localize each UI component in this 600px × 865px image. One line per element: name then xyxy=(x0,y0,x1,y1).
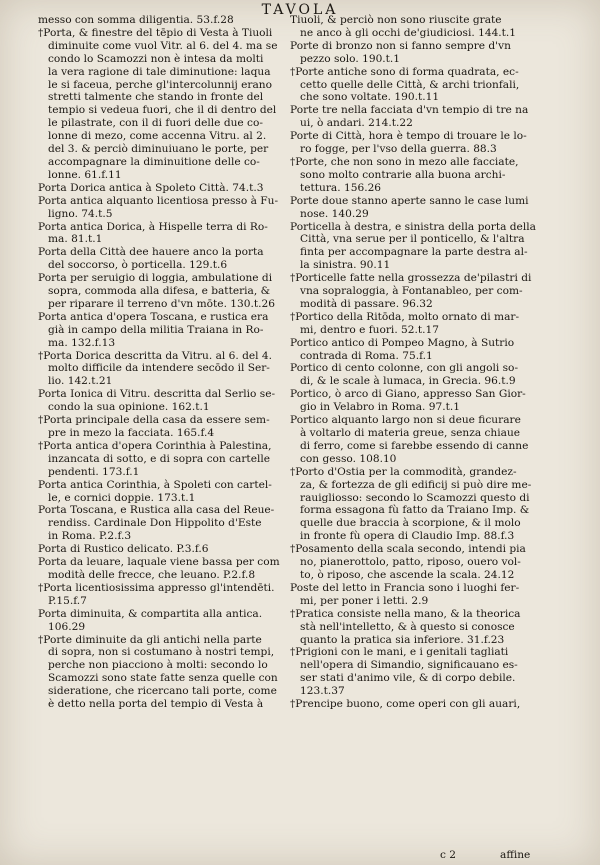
index-entry xyxy=(290,362,558,388)
index-entry-line: 123.t.37 xyxy=(300,685,345,698)
index-entry-line: †Porta principale della casa da essere sem- xyxy=(38,414,270,427)
index-entry xyxy=(38,414,294,440)
index-entry-line: Porta Toscana, e Rustica alla casa del Reue- xyxy=(38,504,275,517)
index-entry-line: Porta diminuita, & compartita alla antica. xyxy=(38,607,263,620)
index-entry-line: sideratione, che ricercano tali porte, come xyxy=(48,685,277,698)
index-entry-line: già in campo della militia Traiana in Ro- xyxy=(48,323,264,336)
index-entry xyxy=(290,543,558,582)
index-entry-line: †Prencipe buono, come operi con gli auari, xyxy=(290,698,521,711)
index-entry-line: quanto la pratica sia inferiore. 31.f.23 xyxy=(300,633,505,646)
index-entry-line: ui, ò andari. 214.t.22 xyxy=(300,117,413,130)
index-entry-line: Porta della Città dee hauere anco la porta xyxy=(38,246,264,259)
index-entry xyxy=(290,195,558,221)
index-entry xyxy=(290,337,558,363)
index-entry-line: Porte di Città, hora è tempo di trouare le lo- xyxy=(290,130,527,143)
index-entry-line: rauigliosso: secondo lo Scamozzi questo di xyxy=(300,491,530,504)
index-entry xyxy=(290,608,558,647)
index-entry-line: perche non piacciono à molti: secondo lo xyxy=(48,659,268,672)
index-entry xyxy=(290,414,558,466)
index-entry-line: tettura. 156.26 xyxy=(300,181,382,194)
index-column-left xyxy=(38,14,294,711)
index-entry-line: lonne di mezo, come accenna Vitru. al 2. xyxy=(48,130,267,143)
index-entry-line: contrada di Roma. 75.f.1 xyxy=(300,349,433,362)
index-entry-line: nell'opera di Simandio, significauano es- xyxy=(300,659,518,672)
index-entry xyxy=(38,246,294,272)
index-entry xyxy=(38,556,294,582)
index-entry-line: †Porta, & finestre del tēpio di Vesta à Tiuoli xyxy=(38,26,273,39)
index-entry-line: finta per accompagnare la parte destra al- xyxy=(300,246,528,259)
index-entry-line: inzancata di sotto, e di sopra con cartelle xyxy=(48,452,271,465)
catchword: affine xyxy=(500,849,531,861)
index-entry-line: forma essagona fù fatto da Traiano Imp. & xyxy=(300,504,530,517)
index-entry-line: †Porte antiche sono di forma quadrata, ec- xyxy=(290,65,519,78)
index-entry-line: sopra, commoda alla difesa, e batteria, & xyxy=(48,285,271,298)
index-entry xyxy=(38,608,294,634)
index-entry-line: pre in mezo la facciata. 165.f.4 xyxy=(48,427,215,439)
index-entry-line: Porta antica d'opera Toscana, e rustica era xyxy=(38,310,269,323)
signature-mark: c 2 xyxy=(440,849,457,861)
index-entry-line: Porte tre nella facciata d'vn tempio di tre na xyxy=(290,104,529,117)
index-entry xyxy=(290,104,558,130)
index-entry-line: le, e cornici doppie. 173.t.1 xyxy=(48,491,196,504)
index-entry-line: lonne. 61.f.11 xyxy=(48,168,122,181)
index-entry-line: ma. 81.t.1 xyxy=(48,233,103,246)
index-entry-line: messo con somma diligentia. 53.f.28 xyxy=(38,14,234,26)
index-entry-line: del soccorso, ò porticella. 129.t.6 xyxy=(48,259,228,272)
index-entry-line: 106.29 xyxy=(48,620,86,633)
index-entry-line: †Porta licentiosissima appresso gl'intendēti. xyxy=(38,581,275,594)
index-entry-line: nose. 140.29 xyxy=(300,207,369,220)
index-entry xyxy=(290,582,558,608)
index-entry-line: condo la sua opinione. 162.t.1 xyxy=(48,401,210,414)
index-entry-line: no, pianerottolo, patto, riposo, ouero vol- xyxy=(300,556,521,569)
index-entry-line: cetto quelle delle Città, & archi trionfali, xyxy=(300,78,520,91)
index-entry-line: Portico alquanto largo non si deue ficurare xyxy=(290,414,521,427)
index-entry-line: †Porto d'Ostia per la commodità, grandez- xyxy=(290,465,517,478)
index-entry-line: Tiuoli, & perciò non sono riuscite grate xyxy=(290,14,502,26)
index-entry-line: la sinistra. 90.11 xyxy=(300,259,391,272)
index-entry-line: Città, vna serue per il ponticello, & l'altra xyxy=(300,233,525,246)
index-entry-line: quelle due braccia à scorpione, & il molo xyxy=(300,517,521,530)
index-entry-line: Porta di Rustico delicato. P.3.f.6 xyxy=(38,543,209,556)
index-entry-line: mi, per poner i letti. 2.9 xyxy=(300,594,429,607)
index-entry-line: con gesso. 108.10 xyxy=(300,452,397,465)
index-entry xyxy=(38,479,294,505)
index-entry-line: Porta antica Corinthia, à Spoleti con cartel- xyxy=(38,478,272,491)
index-entry-line: molto difficile da intendere secōdo il Ser- xyxy=(48,362,270,375)
index-entry-line: è detto nella porta del tempio di Vesta à xyxy=(48,698,264,711)
index-entry-line: stà nell'intelletto, & à questo si conosce xyxy=(300,620,515,633)
index-entry-line: Porta Dorica antica à Spoleto Città. 74.t.3 xyxy=(38,181,264,194)
index-entry-line: ligno. 74.t.5 xyxy=(48,207,113,220)
index-entry-line: che sono voltate. 190.t.11 xyxy=(300,91,440,104)
index-entry-line: per riparare il terreno d'vn mōte. 130.t.26 xyxy=(48,297,275,310)
index-entry-line: Porta antica alquanto licentiosa presso à Fu- xyxy=(38,194,279,207)
index-entry xyxy=(38,582,294,608)
index-entry-line: del 3. & perciò diminuiuano le porte, per xyxy=(48,143,269,156)
index-entry-line: ro fogge, per l'vso della guerra. 88.3 xyxy=(300,143,497,156)
index-entry-line: Porta Ionica di Vitru. descritta dal Serlio se- xyxy=(38,388,276,401)
index-entry xyxy=(38,388,294,414)
index-entry-line: Porta per seruigio di loggia, ambulatione di xyxy=(38,272,273,285)
index-entry-line: tempio si vedeua fuori, che il di dentro del xyxy=(48,104,277,117)
index-entry-line: lio. 142.t.21 xyxy=(48,375,113,388)
index-entry-line: condo lo Scamozzi non è intesa da molti xyxy=(48,52,264,65)
index-entry-line: modità delle frecce, che leuano. P.2.f.8 xyxy=(48,568,256,581)
index-entry-line: Poste del letto in Francia sono i luoghi fer- xyxy=(290,581,520,594)
index-entry-line: †Pratica consiste nella mano, & la theorica xyxy=(290,607,521,620)
index-entry-line: le si faceua, perche gl'intercolunnij erano xyxy=(48,78,272,91)
index-entry-line: in Roma. P.2.f.3 xyxy=(48,530,132,543)
index-entry-line: †Porticelle fatte nella grossezza de'pilastri di xyxy=(290,272,532,285)
index-entry-line: ser stati d'animo vile, & di corpo debile. xyxy=(300,672,516,685)
index-entry-line: †Porta antica d'opera Corinthia à Palestina, xyxy=(38,439,272,452)
index-entry-line: Porte di bronzo non si fanno sempre d'vn xyxy=(290,39,511,52)
index-column-right xyxy=(290,14,558,711)
index-entry-line: Portico, ò arco di Giano, appresso San Gior- xyxy=(290,388,526,401)
index-entry xyxy=(38,311,294,350)
index-entry-line: diminuite come vuol Vitr. al 6. del 4. ma se xyxy=(48,39,278,52)
index-entry-line: pezzo solo. 190.t.1 xyxy=(300,52,401,65)
index-entry-line: vna sopraloggia, à Fontanableo, per com- xyxy=(300,285,523,298)
index-entry xyxy=(38,182,294,195)
index-entry-line: P.15.f.7 xyxy=(48,594,87,607)
index-entry xyxy=(290,14,558,40)
index-entry xyxy=(290,466,558,543)
index-entry-line: ne anco à gli occhi de'giudiciosi. 144.t.1 xyxy=(300,26,517,39)
index-entry xyxy=(38,350,294,389)
index-entry-line: modità di passare. 96.32 xyxy=(300,297,433,310)
index-entry-line: di ferro, come si farebbe essendo di canne xyxy=(300,439,529,452)
index-entry-line: stretti talmente che stando in fronte del xyxy=(48,91,264,104)
index-entry xyxy=(38,272,294,311)
index-entry xyxy=(290,66,558,105)
index-entry xyxy=(38,634,294,711)
index-entry-line: di sopra, non si costumano à nostri tempi, xyxy=(48,646,275,659)
index-entry-line: †Posamento della scala secondo, intendi pia xyxy=(290,543,526,556)
index-entry xyxy=(290,40,558,66)
index-entry xyxy=(38,221,294,247)
index-entry-line: rendiss. Cardinale Don Hippolito d'Este xyxy=(48,517,262,530)
index-entry-line: gio in Velabro in Roma. 97.t.1 xyxy=(300,401,460,414)
index-entry xyxy=(38,440,294,479)
index-entry xyxy=(290,130,558,156)
index-entry xyxy=(38,14,294,27)
index-entry xyxy=(290,698,558,711)
index-entry-line: Porta da leuare, laquale viene bassa per com xyxy=(38,556,280,569)
index-entry-line: †Porte, che non sono in mezo alle facciate, xyxy=(290,155,519,168)
index-entry-line: sono molto contrarie alla buona archi- xyxy=(300,168,506,181)
index-entry xyxy=(290,156,558,195)
index-entry xyxy=(38,27,294,182)
index-entry-line: Porte doue stanno aperte sanno le case lumi xyxy=(290,194,529,207)
index-entry-line: in fronte fù opera di Claudio Imp. 88.f.3 xyxy=(300,530,515,543)
index-entry xyxy=(290,646,558,698)
index-entry-line: ma. 132.f.13 xyxy=(48,336,116,349)
index-entry-line: Portico antico di Pompeo Magno, à Sutrio xyxy=(290,336,515,349)
index-entry-line: la vera ragione di tale diminutione: laqua xyxy=(48,65,271,78)
index-entry-line: Scamozzi sono state fatte senza quelle con xyxy=(48,672,278,685)
index-entry xyxy=(290,311,558,337)
index-entry xyxy=(290,221,558,273)
index-entry-line: Porticella à destra, e sinistra della porta della xyxy=(290,220,536,233)
index-entry-line: †Porte diminuite da gli antichi nella parte xyxy=(38,633,262,646)
index-entry-line: pendenti. 173.f.1 xyxy=(48,465,140,478)
index-entry-line: mi, dentro e fuori. 52.t.17 xyxy=(300,323,440,336)
index-entry-line: za, & fortezza de gli edificij si può dire me- xyxy=(300,478,532,491)
index-entry-line: di, & le scale à lumaca, in Grecia. 96.t.9 xyxy=(300,375,516,388)
index-entry-line: to, ò riposo, che ascende la scala. 24.12 xyxy=(300,568,515,581)
page-title: TAVOLA xyxy=(261,2,339,18)
index-entry xyxy=(290,272,558,311)
index-entry-line: accompagnare la diminuitione delle co- xyxy=(48,155,260,168)
index-entry-line: Portico di cento colonne, con gli angoli so- xyxy=(290,362,519,375)
index-entry xyxy=(290,388,558,414)
index-entry-line: Porta antica Dorica, à Hispelle terra di Ro- xyxy=(38,220,268,233)
index-entry-line: le pilastrate, con il di fuori delle due co- xyxy=(48,117,263,130)
index-entry xyxy=(38,504,294,543)
index-entry-line: †Portico della Ritōda, molto ornato di mar- xyxy=(290,310,520,323)
index-entry-line: †Porta Dorica descritta da Vitru. al 6. del 4. xyxy=(38,349,273,362)
index-entry-line: †Prigioni con le mani, e i genitali tagliati xyxy=(290,646,509,659)
index-entry-line: à voltarlo di materia greue, senza chiaue xyxy=(300,427,521,439)
index-entry xyxy=(38,195,294,221)
index-entry xyxy=(38,543,294,556)
